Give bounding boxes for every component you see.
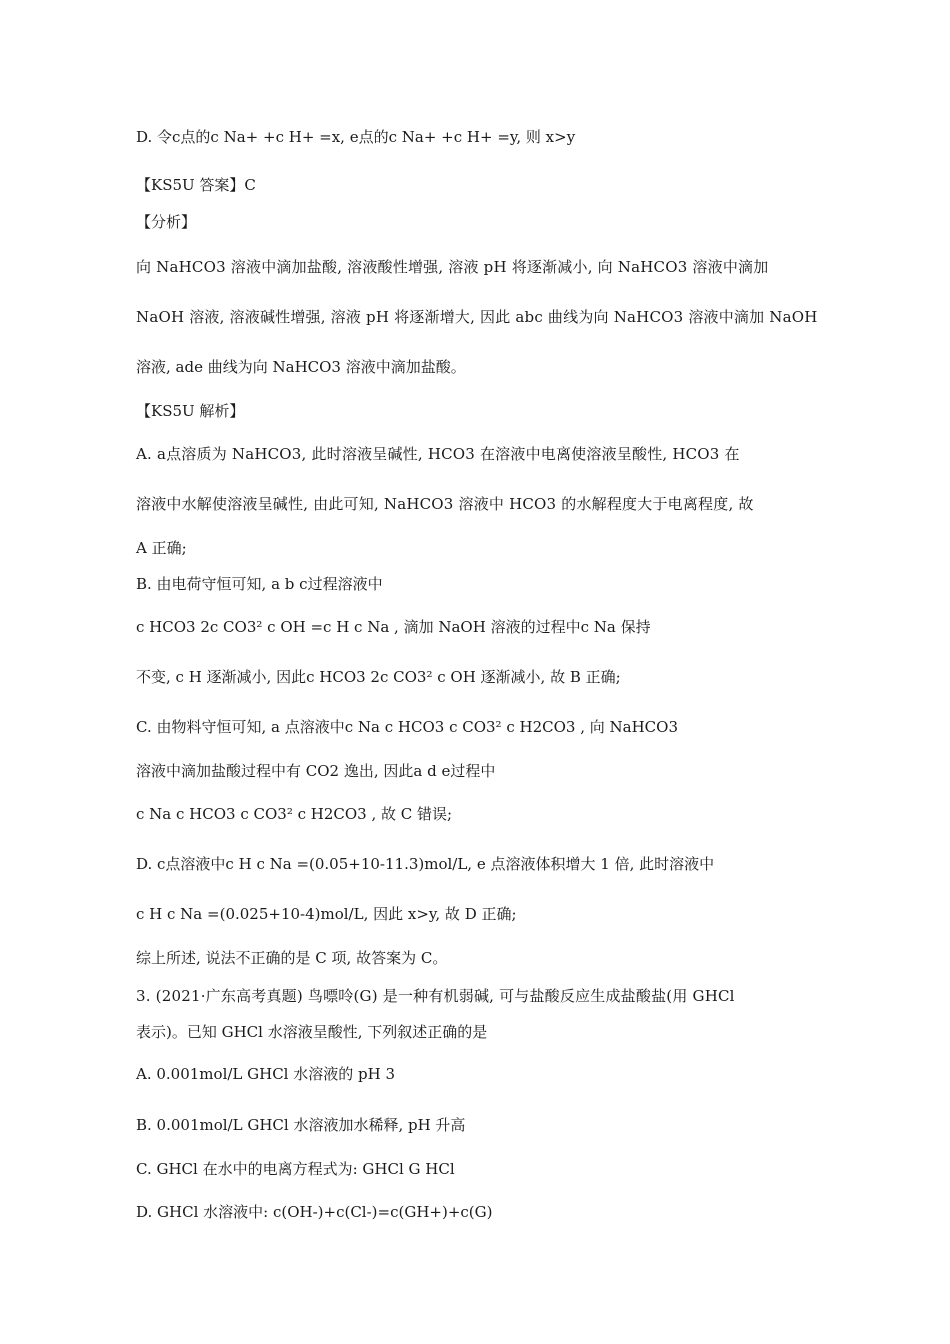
question-3-stem-line-1: 3. (2021·广东高考真题) 鸟嘌呤(G) 是一种有机弱碱, 可与盐酸反应生成盐酸盐(用 GHCl — [136, 987, 735, 1005]
analysis-line-1: 向 NaHCO3 溶液中滴加盐酸, 溶液酸性增强, 溶液 pH 将逐渐减小, 向 NaHCO3 溶液中滴加 — [136, 258, 769, 276]
question-3-option-a: A. 0.001mol/L GHCl 水溶液的 pH 3 — [136, 1065, 396, 1083]
explanation-b-line-2: c HCO3 2c CO3² c OH =c H c Na , 滴加 NaOH 溶液的过程中c Na 保持 — [136, 618, 651, 636]
explanation-heading: 【KS5U 解析】 — [136, 402, 245, 420]
analysis-line-2: NaOH 溶液, 溶液碱性增强, 溶液 pH 将逐渐增大, 因此 abc 曲线为向 NaHCO3 溶液中滴加 NaOH — [136, 308, 818, 326]
explanation-d-line-2: c H c Na =(0.025+10-4)mol/L, 因此 x>y, 故 D 正确; — [136, 905, 517, 923]
explanation-c-line-3: c Na c HCO3 c CO3² c H2CO3 , 故 C 错误; — [136, 805, 453, 823]
explanation-c-line-1: C. 由物料守恒可知, a 点溶液中c Na c HCO3 c CO3² c H2CO3 , 向 NaHCO3 — [136, 718, 678, 736]
question-3-option-d: D. GHCl 水溶液中: c(OH-)+c(Cl-)=c(GH+)+c(G) — [136, 1203, 493, 1221]
explanation-a-line-2: 溶液中水解使溶液呈碱性, 由此可知, NaHCO3 溶液中 HCO3 的水解程度大于电离程度, 故 — [136, 495, 754, 513]
question-3-stem-line-2: 表示)。已知 GHCl 水溶液呈酸性, 下列叙述正确的是 — [136, 1023, 488, 1041]
explanation-c-line-2: 溶液中滴加盐酸过程中有 CO2 逸出, 因此a d e过程中 — [136, 762, 496, 780]
explanation-a-line-3: A 正确; — [136, 539, 187, 557]
explanation-d-line-1: D. c点溶液中c H c Na =(0.05+10-11.3)mol/L, e 点溶液体积增大 1 倍, 此时溶液中 — [136, 855, 715, 873]
explanation-b-line-3: 不变, c H 逐渐减小, 因此c HCO3 2c CO3² c OH 逐渐减小, 故 B 正确; — [136, 668, 621, 686]
explanation-b-line-1: B. 由电荷守恒可知, a b c过程溶液中 — [136, 575, 383, 593]
explanation-a-line-1: A. a点溶质为 NaHCO3, 此时溶液呈碱性, HCO3 在溶液中电离使溶液呈酸性, HCO3 在 — [136, 445, 740, 463]
analysis-heading: 【分析】 — [136, 213, 197, 231]
question-3-option-c: C. GHCl 在水中的电离方程式为: GHCl G HCl — [136, 1160, 455, 1178]
answer-heading: 【KS5U 答案】C — [136, 176, 256, 194]
question-3-option-b: B. 0.001mol/L GHCl 水溶液加水稀释, pH 升高 — [136, 1116, 466, 1134]
summary-line: 综上所述, 说法不正确的是 C 项, 故答案为 C。 — [136, 949, 448, 967]
analysis-line-3: 溶液, ade 曲线为向 NaHCO3 溶液中滴加盐酸。 — [136, 358, 466, 376]
option-d-previous: D. 令c点的c Na+ +c H+ =x, e点的c Na+ +c H+ =y, 则 x>y — [136, 128, 576, 146]
